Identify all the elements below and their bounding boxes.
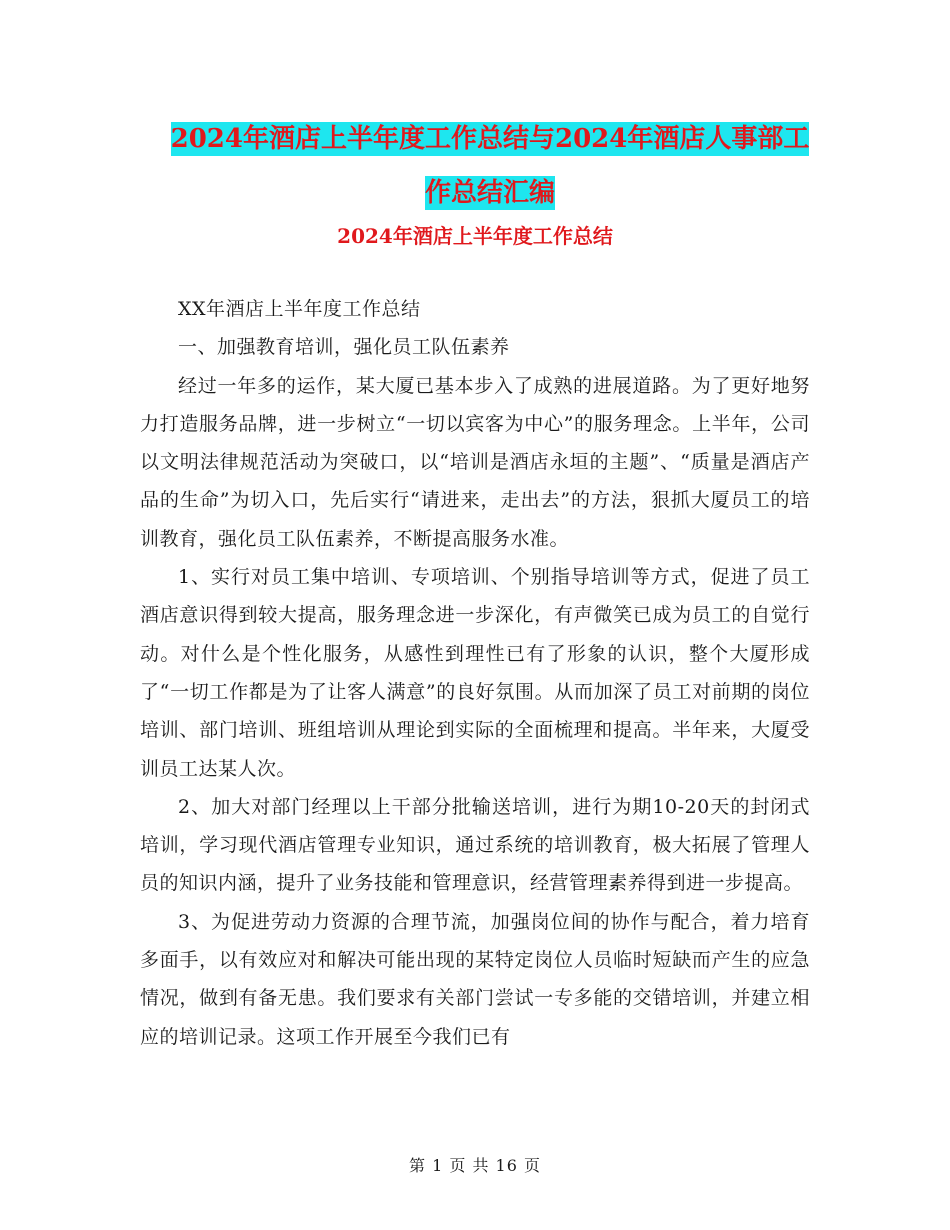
paragraph-subtitle: XX年酒店上半年度工作总结 [178,298,421,320]
paragraph: 1、实行对员工集中培训、专项培训、个别指导培训等方式，促进了员工酒店意识得到较大提高，服务理念进一步深化，有声微笑已成为员工的自觉行动。对什么是个性化服务，从感性到理性已有了形象的认识，整个大厦形成了“一切工作都是为了让客人满意”的良好氛围。从而加深了员工对前期的岗位培训、部门培训、班组培训从理论到实际的全面梳理和提高。半年来，大厦受训员工达某人次。 [140,566,810,780]
title-line-2: 作总结汇编 [424,178,555,208]
paragraph: 3、为促进劳动力资源的合理节流，加强岗位间的协作与配合，着力培育多面手，以有效应对和解决可能出现的某特定岗位人员临时短缺而产生的应急情况，做到有备无患。我们要求有关部门尝试一专多能的交错培训，并建立相应的培训记录。这项工作开展至今我们已有 [140,910,810,1048]
section-title: 2024年酒店上半年度工作总结 [337,224,613,248]
paragraph-heading-1: 一、加强教育培训，强化员工队伍素养 [178,336,510,359]
page-number-footer: 第 1 页 共 16 页 [409,1156,541,1175]
paragraph: 经过一年多的运作，某大厦已基本步入了成熟的进展道路。为了更好地努力打造服务品牌，进一步树立“一切以宾客为中心”的服务理念。上半年，公司以文明法律规范活动为突破口，以“培训是酒店永垣的主题”、“质量是酒店产品的生命”为切入口，先后实行“请进来，走出去”的方法，狠抓大厦员工的培训教育，强化员工队伍素养，不断提高服务水准。 [140,374,810,550]
paragraph: 2、加大对部门经理以上干部分批输送培训，进行为期10-20天的封闭式培训，学习现代酒店管理专业知识，通过系统的培训教育，极大拓展了管理人员的知识内涵，提升了业务技能和管理意识，经营管理素养得到进一步提高。 [140,795,810,895]
document-body [140,290,810,1056]
title-line-1: 2024年酒店上半年度工作总结与2024年酒店人事部工 [170,124,810,154]
document-title [140,112,840,220]
